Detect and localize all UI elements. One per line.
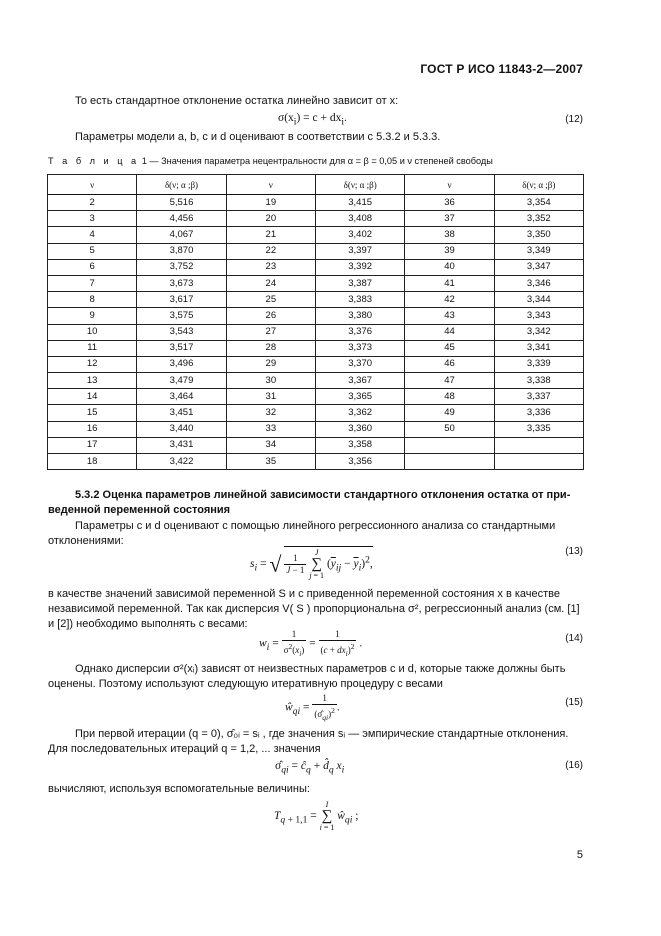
equation-15: $ŵ_{qi}$ = $\frac{1}{(\sigmâ_{qi})^2}$ .	[285, 693, 340, 722]
equation-12-number: (12)	[565, 114, 583, 125]
section-heading-532: 5.3.2 Оценка параметров линейной зависимости стандартного отклонения остатка от приведенной переменной состояния	[48, 489, 571, 516]
table-header-cell: δ(ν; α ;β)	[494, 175, 583, 195]
table-row	[48, 437, 584, 453]
table-cell: 39	[405, 243, 494, 259]
table-cell: 21	[226, 227, 315, 243]
regression-paragraph: Параметры c и d оценивают с помощью линейного регрессионного анализа со стандартными отклонениями:	[48, 520, 556, 547]
table-cell: 23	[226, 259, 315, 275]
table-cell: 16	[48, 421, 137, 437]
table-row	[48, 389, 584, 405]
table-cell: 9	[48, 308, 137, 324]
equation-16: $\sigmâ_{qi}$ = $ĉ_q$ + $d̂_q$ $x_i$	[275, 760, 345, 776]
table-cell: 15	[48, 405, 137, 421]
dependent-variable-paragraph: в качестве значений зависимой переменной S и с приведенной переменной состояния x в качестве независимой переменной. Так как дисперсия V( S ) пропорциональна σ², регрессионный анализ (см. [1] и [2]) необходимо выполнять с весами:	[48, 588, 580, 630]
table-cell: 32	[226, 405, 315, 421]
document-id-header: ГОСТ Р ИСО 11843-2—2007	[420, 62, 583, 76]
table-row	[48, 356, 584, 372]
table-cell: 3,343	[494, 308, 583, 324]
table-header-cell: ν	[48, 175, 137, 195]
table-cell: 37	[405, 211, 494, 227]
table-cell: 3,870	[137, 243, 226, 259]
table-cell: 3,352	[494, 211, 583, 227]
equation-14-number: (14)	[565, 633, 583, 644]
table-cell: 44	[405, 324, 494, 340]
table-cell: 3,336	[494, 405, 583, 421]
equation-t-sum: $T_{q + 1,1} = I$ ∑ i = 1 $ŵ_{qi}$ ;	[274, 800, 359, 832]
table-cell: 41	[405, 275, 494, 291]
table-cell: 3,380	[315, 308, 404, 324]
auxiliary-quantities-paragraph: вычисляют, используя вспомогательные величины:	[48, 783, 310, 795]
table-row	[48, 454, 584, 470]
table-cell: 3,344	[494, 292, 583, 308]
table-cell: 3,617	[137, 292, 226, 308]
table-row	[48, 308, 584, 324]
table-row	[48, 275, 584, 291]
table-cell: 3,422	[137, 454, 226, 470]
table-cell: 3,397	[315, 243, 404, 259]
table-cell: 34	[226, 437, 315, 453]
table-cell: 3,341	[494, 340, 583, 356]
table-cell: 3,517	[137, 340, 226, 356]
table-cell: 13	[48, 373, 137, 389]
table-cell: 17	[48, 437, 137, 453]
table-cell: 19	[226, 195, 315, 211]
table-cell: 3,415	[315, 195, 404, 211]
table-cell: 3,479	[137, 373, 226, 389]
table-cell: 27	[226, 324, 315, 340]
table-cell: 3,346	[494, 275, 583, 291]
table-cell	[494, 454, 583, 470]
table-cell: 3,356	[315, 454, 404, 470]
table-cell	[405, 437, 494, 453]
table-cell: 29	[226, 356, 315, 372]
table-cell: 7	[48, 275, 137, 291]
table-header-cell: ν	[405, 175, 494, 195]
table-cell: 50	[405, 421, 494, 437]
table-cell: 3,543	[137, 324, 226, 340]
table-cell: 3,370	[315, 356, 404, 372]
table-cell: 47	[405, 373, 494, 389]
table-cell: 5	[48, 243, 137, 259]
table-row	[48, 324, 584, 340]
table-cell: 38	[405, 227, 494, 243]
table-cell: 3,464	[137, 389, 226, 405]
table-cell: 25	[226, 292, 315, 308]
table-cell: 42	[405, 292, 494, 308]
table-cell: 3,575	[137, 308, 226, 324]
table-cell: 3,358	[315, 437, 404, 453]
table-cell: 14	[48, 389, 137, 405]
table-cell: 33	[226, 421, 315, 437]
table-cell: 30	[226, 373, 315, 389]
table-row	[48, 259, 584, 275]
table-header-row	[48, 175, 584, 195]
table-cell: 3,440	[137, 421, 226, 437]
table-row	[48, 292, 584, 308]
table-cell: 36	[405, 195, 494, 211]
table-cell: 3,496	[137, 356, 226, 372]
first-iteration-paragraph: При первой итерации (q = 0), σ̂₀ᵢ = sᵢ , где значения sᵢ — эмпирические стандартные отклонения. Для последовательных итераций q = 1,2, ... значения	[48, 728, 569, 755]
table-row	[48, 243, 584, 259]
table-row	[48, 373, 584, 389]
table-cell: 4,067	[137, 227, 226, 243]
table-cell: 2	[48, 195, 137, 211]
table-cell: 49	[405, 405, 494, 421]
table-cell: 31	[226, 389, 315, 405]
table-row	[48, 421, 584, 437]
equation-12: $\sigma(x_i) = c + dx_i$.	[278, 112, 347, 128]
table-cell: 28	[226, 340, 315, 356]
table-header-cell: δ(ν; α ;β)	[137, 175, 226, 195]
table-cell: 46	[405, 356, 494, 372]
table-cell: 45	[405, 340, 494, 356]
table-cell: 3,402	[315, 227, 404, 243]
table-cell	[494, 437, 583, 453]
table-cell: 3,338	[494, 373, 583, 389]
table-cell: 20	[226, 211, 315, 227]
table-cell: 3,347	[494, 259, 583, 275]
table-row	[48, 195, 584, 211]
table-cell: 3,335	[494, 421, 583, 437]
table-header-cell: δ(ν; α ;β)	[315, 175, 404, 195]
table-cell: 22	[226, 243, 315, 259]
iterative-procedure-paragraph: Однако дисперсии σ²(xᵢ) зависят от неизвестных параметров c и d, которые также должны быть оценены. Поэтому используют следующую итеративную процедуру с весами	[48, 663, 566, 690]
table-cell: 48	[405, 389, 494, 405]
table-cell: 4,456	[137, 211, 226, 227]
equation-15-number: (15)	[565, 697, 583, 708]
table-cell: 3,337	[494, 389, 583, 405]
table-cell: 5,516	[137, 195, 226, 211]
table-cell: 4	[48, 227, 137, 243]
table-cell: 3,354	[494, 195, 583, 211]
intro-paragraph: То есть стандартное отклонение остатка линейно зависит от x:	[75, 95, 399, 107]
table-cell	[405, 454, 494, 470]
table-row	[48, 340, 584, 356]
table-cell: 12	[48, 356, 137, 372]
table-cell: 3,431	[137, 437, 226, 453]
table-cell: 3,362	[315, 405, 404, 421]
table-cell: 3,365	[315, 389, 404, 405]
noncentrality-table	[47, 174, 584, 470]
table-row	[48, 405, 584, 421]
table-cell: 24	[226, 275, 315, 291]
table-cell: 3,408	[315, 211, 404, 227]
table-cell: 26	[226, 308, 315, 324]
equation-13: $s_i$ = √ $\frac{1}{J - 1}$ J ∑ j = 1 $(\overline{y}_{ij} - \overline{y}_i)^2$,	[250, 548, 373, 580]
table-header-cell: ν	[226, 175, 315, 195]
table-cell: 6	[48, 259, 137, 275]
table-cell: 3,360	[315, 421, 404, 437]
table-cell: 3	[48, 211, 137, 227]
table-cell: 3,451	[137, 405, 226, 421]
table-cell: 3,339	[494, 356, 583, 372]
table-cell: 3,387	[315, 275, 404, 291]
table-cell: 3,342	[494, 324, 583, 340]
table-cell: 10	[48, 324, 137, 340]
table-cell: 11	[48, 340, 137, 356]
equation-16-number: (16)	[565, 760, 583, 771]
table-cell: 18	[48, 454, 137, 470]
page-number: 5	[576, 849, 583, 861]
table-cell: 3,373	[315, 340, 404, 356]
table-row	[48, 227, 584, 243]
model-params-paragraph: Параметры модели a, b, c и d оценивают в соответствии с 5.3.2 и 5.3.3.	[75, 131, 441, 143]
table-cell: 43	[405, 308, 494, 324]
equation-14: $w_i$ = $\frac{1}{\sigma^2(x_i)}$ = $\frac{1}{(c + dx_i)^2}$ .	[259, 629, 363, 658]
table-cell: 3,383	[315, 292, 404, 308]
equation-13-number: (13)	[565, 546, 583, 557]
table-cell: 3,752	[137, 259, 226, 275]
table-cell: 3,376	[315, 324, 404, 340]
table-cell: 3,367	[315, 373, 404, 389]
table-caption: Т а б л и ц а 1 — Значения параметра нецентральности для α = β = 0,05 и ν степеней свободы	[48, 156, 493, 166]
table-cell: 35	[226, 454, 315, 470]
table-cell: 3,673	[137, 275, 226, 291]
table-row	[48, 211, 584, 227]
table-cell: 3,349	[494, 243, 583, 259]
table-cell: 8	[48, 292, 137, 308]
table-cell: 3,350	[494, 227, 583, 243]
table-cell: 3,392	[315, 259, 404, 275]
table-cell: 40	[405, 259, 494, 275]
